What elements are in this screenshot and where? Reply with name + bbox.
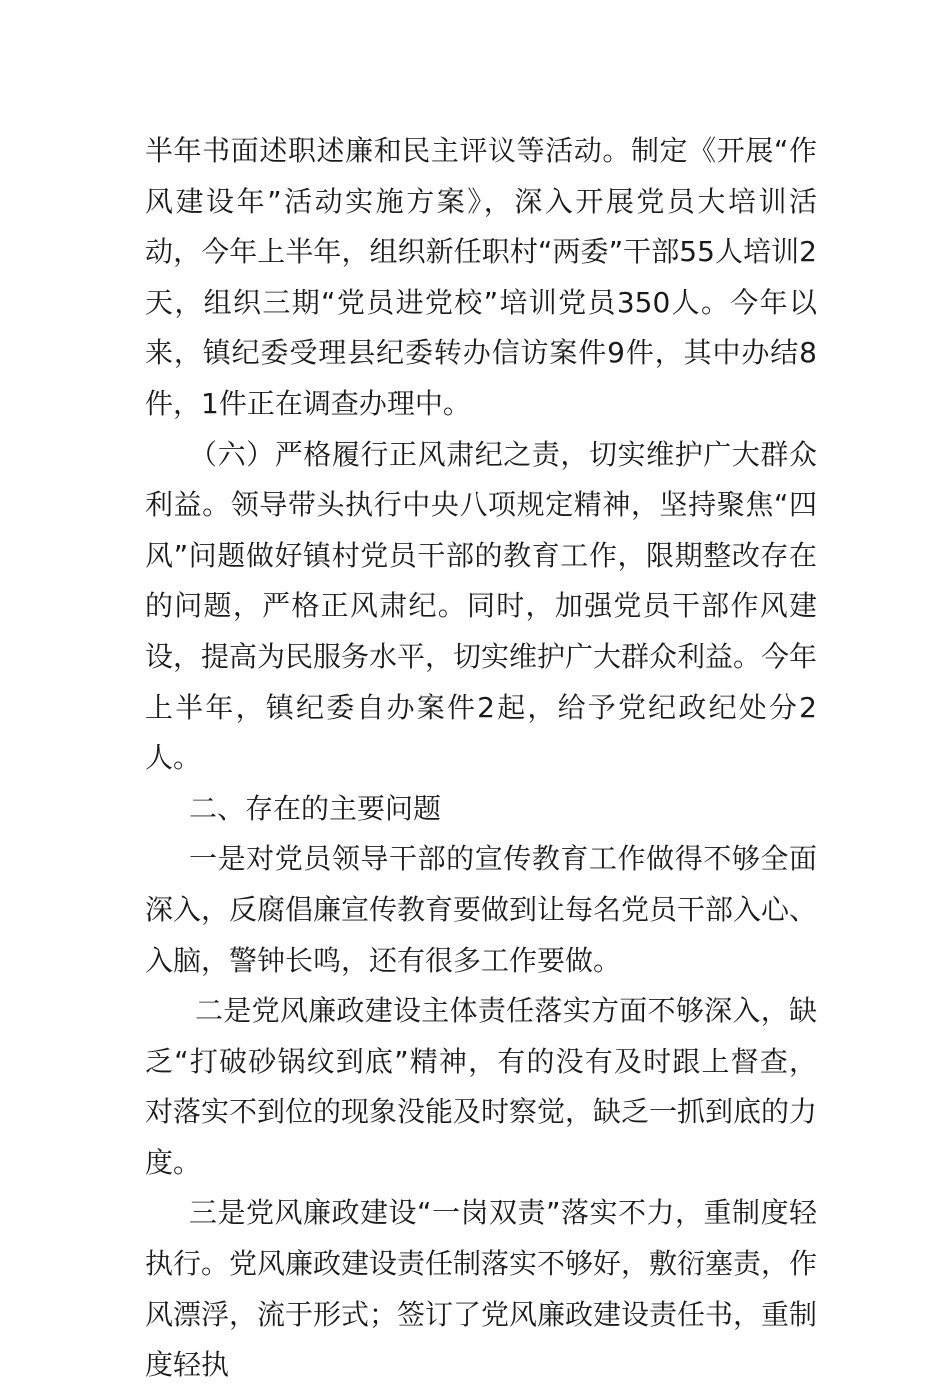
paragraph-section-six: （六）严格履行正风肃纪之责，切实维护广大群众利益。领导带头执行中央八项规定精神，坚持聚焦“四风”问题做好镇村党员干部的教育工作，限期整改存在的问题，严格正风肃纪。同时，加强党员干部作风建设，提高为民服务水平，切实维护广大群众利益。今年上半年，镇纪委自办案件2起，给予党纪政纪处分2人。 xyxy=(145,437,818,775)
paragraph-activities-training: 半年书面述职述廉和民主评议等活动。制定《开展“作风建设年”活动实施方案》，深入开展党员大培训活动，今年上半年，组织新任职村“两委”干部55人培训2天，组织三期“党员进党校”培训党员350人。今年以来，镇纪委受理县纪委转办信访案件9件，其中办结8件，1件正在调查办理中。 xyxy=(145,134,817,420)
section-heading-main-problems: 二、存在的主要问题 xyxy=(189,791,442,825)
document-body xyxy=(145,126,817,1391)
paragraph-problem-one: 一是对党员领导干部的宣传教育工作做得不够全面深入，反腐倡廉宣传教育要做到让每名党员干部入心、入脑，警钟长鸣，还有很多工作要做。 xyxy=(145,842,818,977)
paragraph-problem-three: 三是党风廉政建设“一岗双责”落实不力，重制度轻执行。党风廉政建设责任制落实不够好，敷衍塞责，作风漂浮，流于形式；签订了党风廉政建设责任书，重制度轻执 xyxy=(145,1196,818,1382)
paragraph-problem-two: 二是党风廉政建设主体责任落实方面不够深入，缺乏“打破砂锅纹到底”精神，有的没有及时跟上督查，对落实不到位的现象没能及时察觉，缺乏一抓到底的力度。 xyxy=(145,994,818,1179)
